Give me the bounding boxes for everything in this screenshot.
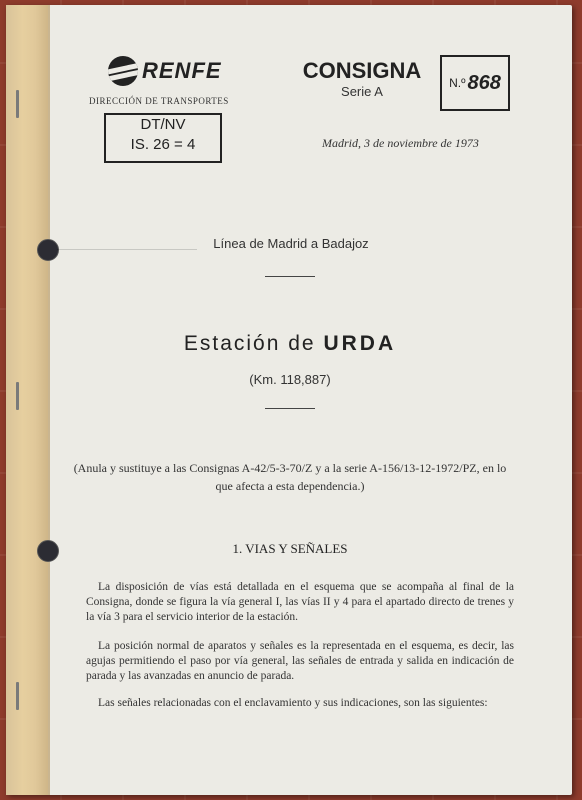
dt-code-line1: DT/NV [140, 116, 186, 133]
railway-line: Línea de Madrid a Badajoz [213, 236, 369, 251]
series-label: Serie A [341, 84, 383, 99]
section-title: 1. VIAS Y SEÑALES [232, 541, 348, 556]
kilometer-point: (Km. 118,887) [249, 372, 331, 387]
document-date: Madrid, 3 de noviembre de 1973 [322, 136, 479, 150]
staple [16, 382, 19, 410]
department-label: DIRECCIÓN DE TRANSPORTES [89, 96, 229, 106]
staple [16, 682, 19, 710]
renfe-logo [108, 56, 222, 86]
annulment-note: (Anula y sustituye a las Consignas A-42/5-3-70/Z y a la serie A-156/13-12-1972/PZ, en lo que afecta a esta dependencia.) [73, 461, 507, 493]
binding-strip [6, 5, 48, 795]
punch-hole [37, 540, 59, 562]
punch-hole [37, 239, 59, 261]
dt-code-line2: IS. 26 = 4 [130, 136, 196, 153]
paragraph: La disposición de vías está detallada en el esquema que se acompaña al final de la Consigna, donde se figura la vía general I, las vías II y 4 para el apartado directo de trenes y la vía 3 para el servicio interior de la estación. [86, 581, 514, 623]
divider [265, 408, 315, 409]
number-box [440, 55, 510, 111]
paragraph: Las señales relacionadas con el enclavamiento y sus indicaciones, son las siguientes: [98, 697, 488, 709]
document-number: 868 [467, 71, 501, 94]
staple [16, 90, 19, 118]
number-prefix: N.º [449, 76, 466, 90]
station-prefix: Estación de [183, 332, 316, 355]
fold-mark [57, 249, 197, 250]
binding-edge [48, 5, 50, 795]
doc-type: CONSIGNA [302, 58, 422, 83]
divider [265, 276, 315, 277]
station-name: URDA [323, 332, 397, 355]
logo-text: RENFE [142, 58, 222, 83]
renfe-emblem-icon [108, 56, 138, 86]
station-title [140, 332, 440, 356]
paragraph: La posición normal de aparatos y señales es la representada en el esquema, es decir, las agujas permitiendo el paso por vía general, las señales de entrada y salida en indicación de parada y las avanzadas en anuncio de parada. [86, 640, 514, 682]
dt-code-box [104, 113, 222, 163]
